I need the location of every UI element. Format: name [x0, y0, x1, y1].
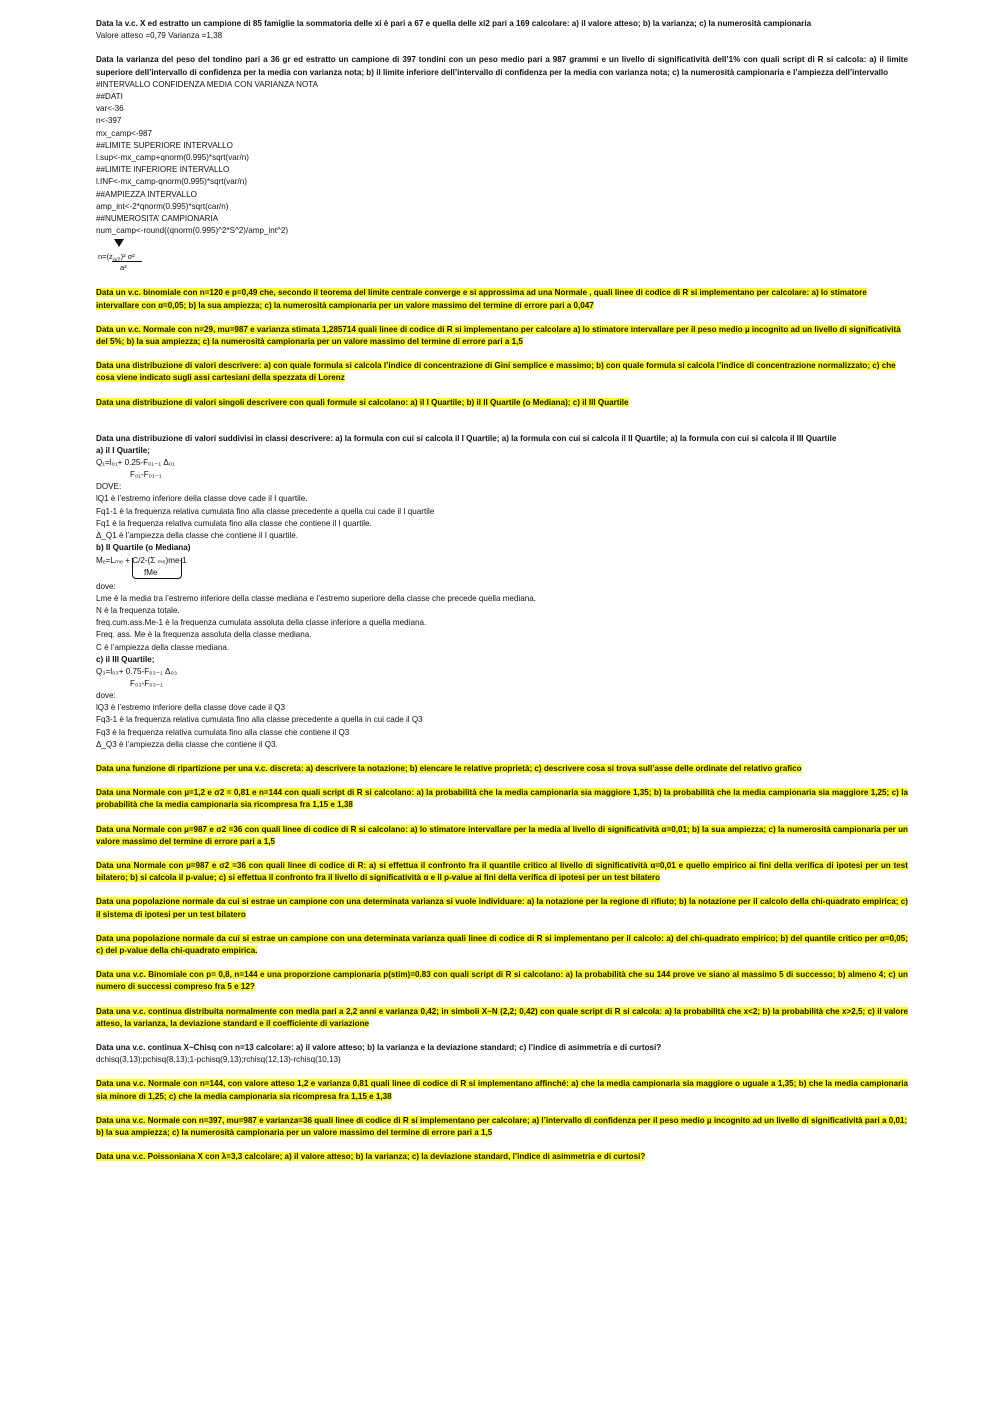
code-line: ##AMPIEZZA INTERVALLO [96, 189, 197, 199]
code-line: mx_camp<-987 [96, 128, 153, 138]
definition-line: Fq3 è la frequenza relativa cumulata fino alla classe che contiene il Q3 [96, 727, 350, 737]
question-12: Data una popolazione normale da cui si estrae un campione con una determinata varianza si vuole individuare: a) la notazione per la regione di rifiuto; b) la notazione per il calcolo della chi-quadrato empirica; c) il sistema di ipotesi per un test bilatero [96, 897, 908, 919]
question-2: Data la varianza del peso del tondino pari a 36 gr ed estratto un campione di 397 tondini con un peso medio pari a 987 grammi e un livello di significatività dell’1% con quali script di R si calcola: a) il limite superiore dell’intervallo di confidenza per la media con varianza nota; b) il limite inferiore dell’intervallo di confidenza per la media con varianza nota; c) la numerosità campionaria e l’ampiezza dell’intervallo [96, 55, 908, 77]
formula-median: Mₑ=Lₘₑ + C/2-(Σ ₘₑ)me-1 fMe [96, 555, 187, 577]
question-15: Data una v.c. continua distribuita normalmente con media pari a 2,2 anni e varianza 0,42; in simboli X~N (2,2; 0,42) con quale script di R si calcola: a) la probabilità che x<2; b) la probabilità che x>2,5; c) il valore atteso, la varianza, la deviazione standard e il coefficiente di variazione [96, 1006, 908, 1028]
question-8: Data una funzione di ripartizione per una v.c. discreta: a) descrivere la notazione; b) elencare le relative proprietà; c) descrivere cosa si trova sull’asse delle ordinate del relativo grafico [96, 763, 802, 773]
question-19: Data una v.c. Poissoniana X con λ=3,3 calcolare; a) il valore atteso; b) la varianza; c) la deviazione standard, l’indice di asimmetria e di curtosi? [96, 1152, 646, 1162]
code-line: ##NUMEROSITA’ CAMPIONARIA [96, 214, 219, 224]
code-line: ##LIMITE SUPERIORE INTERVALLO [96, 140, 233, 150]
definition-line: Fq3-1 è la frequenza relativa cumulata fino alla classe precedente a quella in cui cade il Q3 [96, 715, 423, 725]
code-line: n<-397 [96, 116, 122, 126]
question-3: Data un v.c. binomiale con n=120 e p=0,49 che, secondo il teorema del limite centrale converge e si approssima ad una Normale , quali linee di codice di R si implementano per calcolare: a) lo stimatore intervallare con α=0,05; b) la sua ampiezza; c) la numerosità campionaria per un valore massimo del termine di errore pari a 0,047 [96, 288, 867, 310]
definition-line: freq.cum.ass.Me-1 è la frequenza cumulata assoluta della classe inferiore a quella mediana. [96, 618, 427, 628]
code-line: ##LIMITE INFERIORE INTERVALLO [96, 165, 230, 175]
question-10: Data una Normale con µ=987 e σ2 =36 con quali linee di codice di R si calcolano: a) lo stimatore intervallare per la media al livello di significatività α=0,01; b) la sua ampiezza; c) la numerosità campionaria per un valore massimo del termine di errore pari a 1,5 [96, 824, 908, 846]
question-14: Data una v.c. Binomiale con p= 0,8, n=144 e una proporzione campionaria p(stim)=0.83 con quali script di R si calcolano: a) la probabilità che su 144 prove ve siano al massimo 5 di successo; b) almeno 4; c) un numero di successi compreso fra 5 e 12? [96, 970, 908, 992]
document-content [96, 18, 908, 1163]
formula-third-quartile: Q₃=l₀₃+ 0.75-F₀₃₋₁ Δ₀₃ F₀₃-F₀₃₋₁ [96, 666, 178, 688]
section-median: b) II Quartile (o Mediana) [96, 543, 191, 553]
section-first-quartile: a) il I Quartile; [96, 446, 150, 456]
code-line: #INTERVALLO CONFIDENZA MEDIA CON VARIANZA NOTA [96, 79, 319, 89]
definition-line: lQ3 è l’estremo inferiore della classe dove cade il Q3 [96, 703, 285, 713]
code-line: l.INF<-mx_camp-qnorm(0.995)*sqrt(var/n) [96, 177, 247, 187]
definition-line: Fq1 è la frequenza relativa cumulata fino alla classe che contiene il I quartile. [96, 518, 372, 528]
definition-line: lQ1 è l’estremo inferiore della classe dove cade il I quartile. [96, 494, 308, 504]
dove-label: DOVE: [96, 482, 122, 492]
r-code-block [96, 79, 908, 238]
definition-line: N è la frequenza totale. [96, 605, 180, 615]
answer-1: Valore atteso =0,79 Varianza =1,38 [96, 31, 223, 41]
code-line: var<-36 [96, 104, 124, 114]
dove-label: dove: [96, 581, 116, 591]
section-third-quartile: c) il III Quartile; [96, 654, 155, 664]
definition-line: Δ_Q1 è l’ampiezza della classe che contiene il I quartile. [96, 531, 299, 541]
definition-line: C è l’ampiezza della classe mediana. [96, 642, 230, 652]
question-1: Data la v.c. X ed estratto un campione di 85 famiglie la sommatoria delle xi è pari a 67 e quella delle xi2 pari a 169 calcolare: a) il valore atteso; b) la varianza; c) la numerosità campionaria [96, 19, 812, 28]
formula-first-quartile: Q₁=l₀₁+ 0.25-F₀₁₋₁ Δ₀₁ F₀₁-F₀₁₋₁ [96, 458, 175, 480]
question-11: Data una Normale con µ=987 e σ2 =36 con quali linee di codice di R: a) si effettua il confronto fra il quantile critico al livello di significatività α=0,01 e quello empirico ai fini della verifica di ipotesi per un test bilatero; b) si calcola il p-value; c) si effettua il confronto fra il livello di significatività α e il p-value ai fini della verifica di ipotesi per un test bilatero [96, 860, 908, 883]
code-line: amp_int<-2*qnorm(0.995)*sqrt(car/n) [96, 201, 229, 211]
question-13: Data una popolazione normale da cui si estrae un campione con una determinata varianza quali linee di codice di R si implementano per il calcolo: a) del chi-quadrato empirico; b) del quantile critico per α=0,05; c) del p-value della chi-quadrato empirica. [96, 933, 908, 955]
question-16: Data una v.c. continua X~Chisq con n=13 calcolare: a) il valore atteso; b) la varianza e la deviazione standard; c) l’indice di asimmetria e di curtosi? [96, 1042, 662, 1052]
code-line: ##DATI [96, 92, 123, 102]
question-9: Data una Normale con µ=1,2 e σ2 = 0,81 e n=144 con quali script di R si calcolano: a) la probabilità che la media campionaria sia maggiore 1,35; b) la probabilità che la media campionaria sia maggiore 1,25; c) la probabilità che la media campionaria sia ricompresa fra 1,15 e 1,38 [96, 788, 908, 810]
question-5: Data una distribuzione di valori descrivere: a) con quale formula si calcola l’indice di concentrazione di Gini semplice e massimo; b) con quale formula si calcola l’indice di concentrazione normalizzato; c) che cosa viene indicato sugli assi cartesiani della spezzata di Lorenz [96, 361, 896, 383]
arrow-down-icon [114, 239, 124, 247]
question-4: Data un v.c. Normale con n=29, mu=987 e varianza stimata 1,285714 quali linee di codice di R si implementano per calcolare a) lo stimatore intervallare per il peso medio µ incognito ad un livello di significatività del 5%; b) la sua ampiezza; c) la numerosità campionaria per un valore massimo del termine di errore pari a 1,5 [96, 324, 901, 347]
question-17: Data una v.c. Normale con n=144, con valore atteso 1,2 e varianza 0,81 quali linee di codice di R si implementano affinché: a) che la media campionaria sia maggiore o uguale a 1,35; b) che la media campionaria sia minore di 1,25; c) che la media campionaria sia ricompresa fra 1,15 e 1,38 [96, 1079, 908, 1101]
definition-line: Fq1-1 è la frequenza relativa cumulata fino alla classe precedente a quella cui cade il I quartile [96, 506, 435, 516]
question-7: Data una distribuzione di valori suddivisi in classi descrivere: a) la formula con cui si calcola il I Quartile; a) la formula con cui si calcola il II Quartile; a) la formula con cui si calcola il III Quartile [96, 433, 837, 443]
definition-line: Δ_Q3 è l’ampiezza della classe che contiene il Q3. [96, 739, 278, 749]
definition-line: Freq. ass. Me è la frequenza assoluta della classe mediana. [96, 630, 312, 640]
code-line: l.sup<-mx_camp+qnorm(0.995)*sqrt(var/n) [96, 153, 249, 163]
definition-line: Lme è la media tra l’estremo inferiore della classe mediana e l’estremo superiore della classe che precede quella mediana. [96, 593, 536, 603]
code-line: num_camp<-round((qnorm(0.995)^2*S^2)/amp_int^2) [96, 226, 289, 236]
r-code-line: dchisq(3,13);pchisq(8,13);1-pchisq(9,13);rchisq(12,13)-rchisq(10,13) [96, 1055, 341, 1065]
question-18: Data una v.c. Normale con n=397, mu=987 e varianza=36 quali linee di codice di R si implementano per calcolare; a) l’intervallo di confidenza per il peso medio µ incognito ad un livello di significatività pari a 0,01; b) la sua ampiezza; c) la numerosità campionaria per un valore massimo del termine di errore pari a 1,5 [96, 1115, 908, 1137]
sample-size-formula: $n=(z_{\alpha/2})^2$ σ² a² [98, 249, 908, 275]
question-6: Data una distribuzione di valori singoli descrivere con quali formule si calcolano: a) il I Quartile; b) il II Quartile (o Mediana); c) il III Quartile [96, 397, 629, 407]
dove-label: dove: [96, 690, 116, 700]
